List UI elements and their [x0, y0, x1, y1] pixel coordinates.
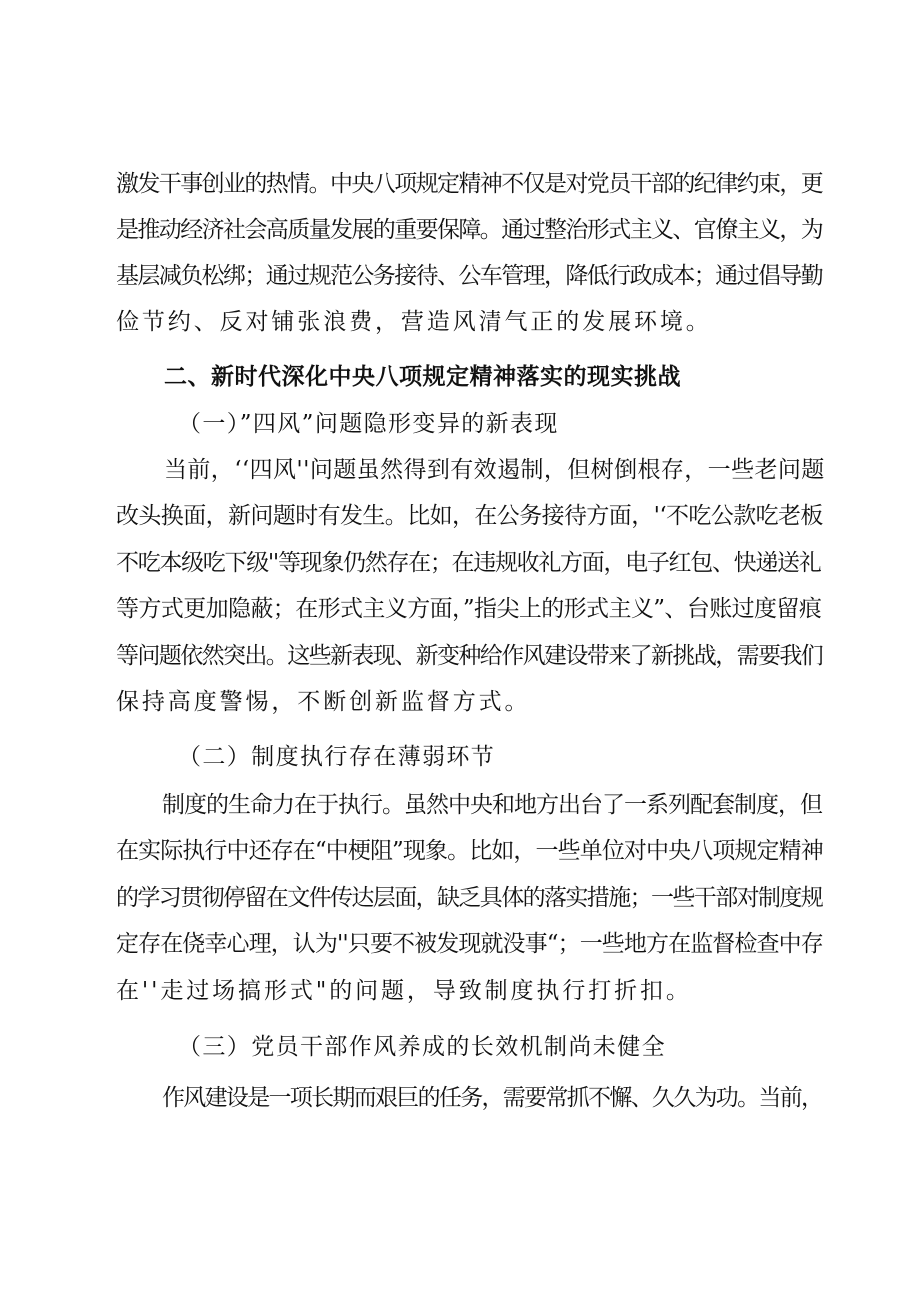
- paragraph-line: 的学习贯彻停留在文件传达层面，缺乏具体的落实措施；一些干部对制度规: [116, 885, 823, 911]
- paragraph-line: 制度的生命力在于执行。虽然中央和地方出台了一系列配套制度，但: [162, 792, 822, 818]
- section-heading: 二、新时代深化中央八项规定精神落实的现实挑战: [164, 364, 681, 390]
- paragraph-line: 激发干事创业的热情。中央八项规定精神不仅是对党员干部的纪律约束，更: [116, 171, 823, 197]
- subsection-heading: （一）”四风”问题隐形变异的新表现: [178, 411, 559, 437]
- paragraph-line: 作风建设是一项长期而艰巨的任务，需要常抓不懈、久久为功。当前，: [162, 1085, 823, 1111]
- paragraph-line: 基层减负松绑；通过规范公务接待、公车管理，降低行政成本；通过倡导勤: [116, 263, 823, 289]
- paragraph-line: 不吃本级吃下级''等现象仍然存在；在违规收礼方面，电子红包、快递送礼: [116, 550, 821, 576]
- subsection-heading: （二）制度执行存在薄弱环节: [178, 744, 496, 770]
- paragraph-line: 等问题依然突出。这些新表现、新变种给作风建设带来了新挑战，需要我们: [116, 643, 823, 669]
- paragraph-line: 改头换面，新问题时有发生。比如，在公务接待方面，'‘不吃公款吃老板: [116, 503, 823, 529]
- paragraph-line: 当前，‘‘四风''问题虽然得到有效遏制，但树倒根存，一些老问题: [164, 457, 825, 483]
- paragraph-line: 是推动经济社会高质量发展的重要保障。通过整治形式主义、官僚主义，为: [116, 217, 823, 243]
- paragraph-line: 俭节约、反对铺张浪费，营造风清气正的发展环境。: [116, 309, 712, 335]
- subsection-heading: （三）党员干部作风养成的长效机制尚未健全: [178, 1034, 666, 1060]
- paragraph-line: 在''走过场搞形式"的问题，导致制度执行打折扣。: [116, 978, 692, 1004]
- paragraph-line: 保持高度警惕，不断创新监督方式。: [116, 689, 531, 715]
- paragraph-line: 在实际执行中还存在“中梗阻”现象。比如，一些单位对中央八项规定精神: [116, 838, 823, 864]
- paragraph-line: 等方式更加隐蔽；在形式主义方面，”指尖上的形式主义”、台账过度留痕: [116, 596, 822, 622]
- paragraph-line: 定存在侥幸心理，认为''只要不被发现就没事“；一些地方在监督检查中存: [116, 931, 823, 957]
